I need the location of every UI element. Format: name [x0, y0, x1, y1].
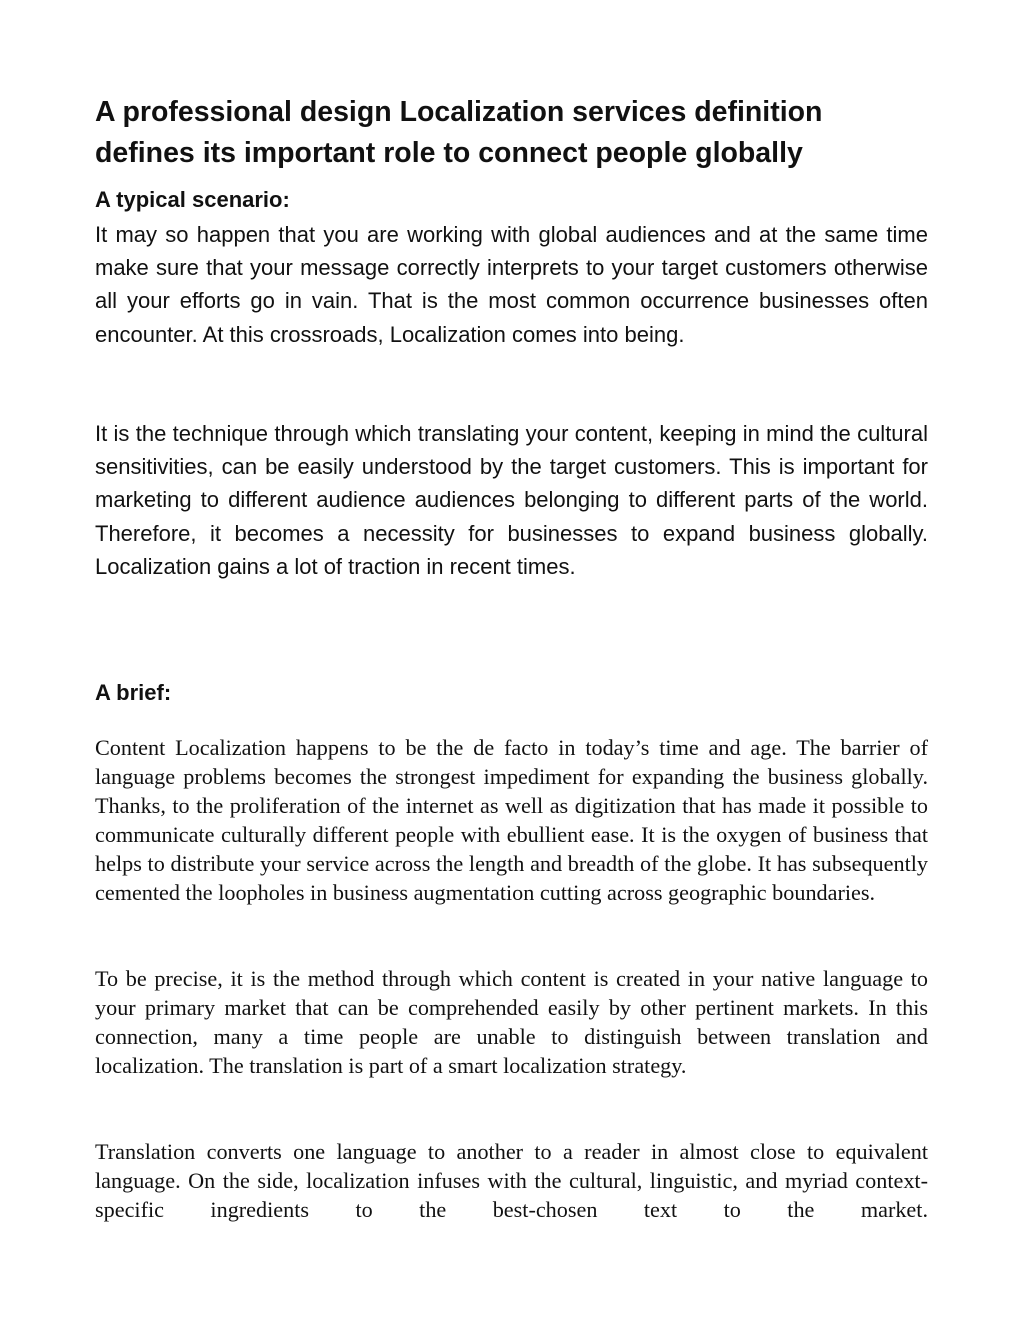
scenario-paragraph-1: It may so happen that you are working with global audiences and at the same time make sure that your message correctly interprets to your target customers otherwise all your efforts go in vain. That is the most common occurrence businesses often encounter. At this crossroads, Localization comes into being. [95, 222, 928, 347]
brief-paragraph-2: To be precise, it is the method through which content is created in your native language to your primary market that can be comprehended easily by other pertinent markets. In this connection, many a time people are unable to distinguish between translation and localization. The translation is part of a smart localization strategy. [95, 966, 928, 1078]
section-heading-scenario: A typical scenario: [95, 187, 290, 212]
brief-paragraph-1: Content Localization happens to be the de facto in today’s time and age. The barrier of language problems becomes the strongest impediment for expanding the business globally. Thanks, to the proliferation of the internet as well as digitization that has made it possible to communicate culturally different people with ebullient ease. It is the oxygen of business that helps to distribute your service across the length and breadth of the globe. It has subsequently cemented the loopholes in business augmentation cutting across geographic boundaries. [95, 735, 928, 905]
section-heading-brief: A brief: [95, 680, 172, 705]
scenario-paragraph-2: It is the technique through which translating your content, keeping in mind the cultural sensitivities, can be easily understood by the target customers. This is important for marketing to different audience audiences belonging to different parts of the world. Therefore, it becomes a necessity for businesses to expand business globally. Localization gains a lot of traction in recent times. [95, 421, 928, 579]
brief-paragraph-3: Translation converts one language to another to a reader in almost close to equivalent language. On the side, localization infuses with the cultural, linguistic, and myriad context-specific ingredients to the best-chosen text to the market. [95, 1139, 928, 1222]
page-title: A professional design Localization services definition defines its important role to connect people globally [95, 96, 823, 169]
